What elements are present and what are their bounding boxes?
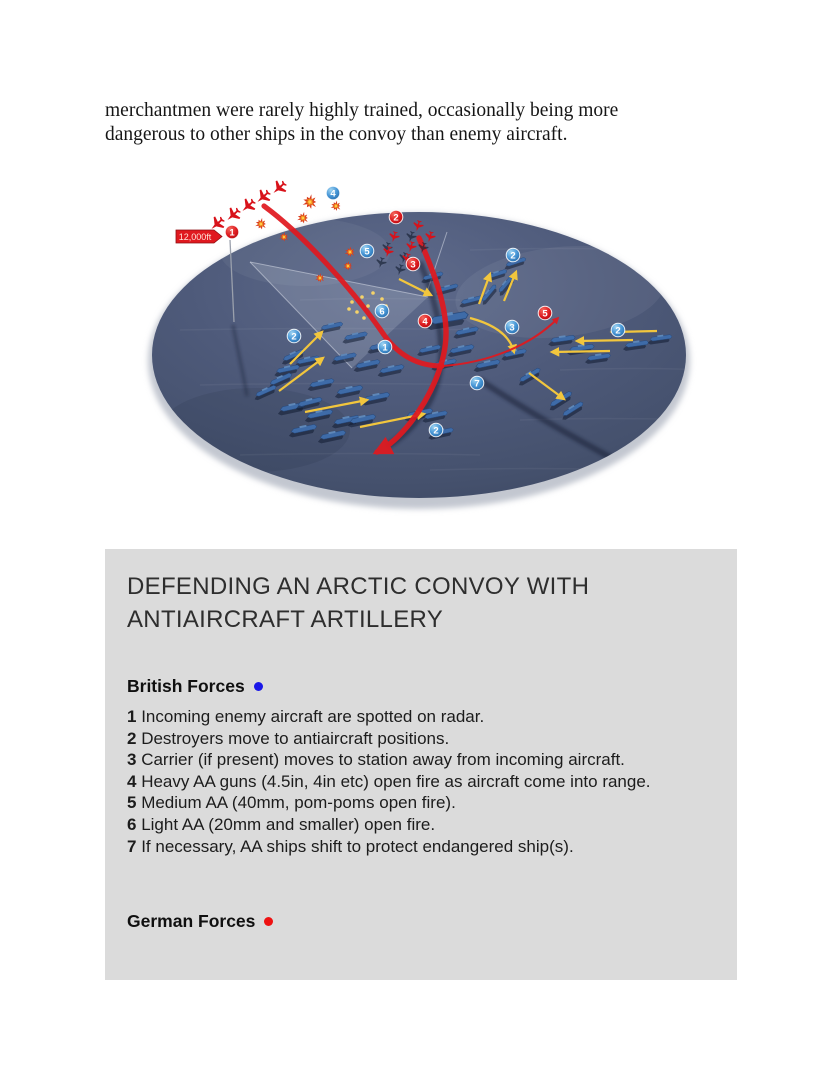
svg-text:2: 2 [510,250,516,262]
list-item: 3 Carrier (if present) moves to station away from incoming aircraft. [127,750,625,770]
svg-text:1: 1 [382,342,388,354]
svg-text:5: 5 [364,246,370,258]
british-forces-bullet-icon [254,682,263,691]
infobox [105,549,737,980]
british-step-marker-2 [287,329,301,343]
list-item: 4 Heavy AA guns (4.5in, 4in etc) open fire as aircraft come into range. [127,771,651,791]
british-step-marker-3 [505,320,519,334]
svg-text:2: 2 [433,425,439,437]
svg-text:6: 6 [379,306,385,318]
infobox-title [127,570,715,636]
list-item: 6 Light AA (20mm and smaller) open fire. [127,814,436,834]
british-forces-label: British Forces [127,676,245,696]
altitude-label: 12,000ft [178,231,212,242]
enemy-aircraft-formation-1 [207,177,290,234]
german-step-marker-1 [225,225,239,239]
british-step-marker-1 [378,340,392,354]
british-step-marker-2 [429,423,443,437]
british-step-marker-6 [375,304,389,318]
british-list [127,706,692,857]
list-item: 7 If necessary, AA ships shift to protect endangered ship(s). [127,836,574,856]
svg-text:7: 7 [474,378,480,390]
svg-text:5: 5 [542,308,548,320]
german-step-marker-2 [389,210,403,224]
german-forces-heading [127,911,715,932]
svg-text:4: 4 [330,188,336,200]
list-item: 5 Medium AA (40mm, pom-poms open fire). [127,793,456,813]
yellow-arrow [552,351,610,352]
german-forces-bullet-icon [264,917,273,926]
german-step-marker-4 [418,314,432,328]
british-step-marker-7 [470,376,484,390]
british-step-marker-2 [611,323,625,337]
infobox-title-line-2: ANTIAIRCRAFT ARTILLERY [127,606,444,633]
british-step-marker-2 [506,248,520,262]
intro-line-1: merchantmen were rarely highly trained, occasionally being more [105,100,619,121]
svg-text:1: 1 [229,227,235,239]
german-step-marker-3 [406,257,420,271]
german-forces-label: German Forces [127,911,256,932]
british-step-marker-5 [360,244,374,258]
list-item: 1 Incoming enemy aircraft are spotted on radar. [127,707,485,726]
svg-text:4: 4 [422,316,428,328]
british-step-marker-4 [326,186,340,200]
svg-text:2: 2 [291,331,297,343]
svg-text:3: 3 [509,322,515,334]
yellow-arrow [577,340,633,341]
german-step-marker-5 [538,306,552,320]
svg-text:2: 2 [615,325,621,337]
list-item: 2 Destroyers move to antiaircraft positions. [127,728,450,748]
infobox-title-line-1: DEFENDING AN ARCTIC CONVOY WITH [127,573,590,600]
intro-line-2: dangerous to other ships in the convoy than enemy aircraft. [105,123,568,145]
svg-text:2: 2 [393,212,399,224]
svg-text:3: 3 [410,259,416,271]
british-forces-heading [127,676,715,697]
